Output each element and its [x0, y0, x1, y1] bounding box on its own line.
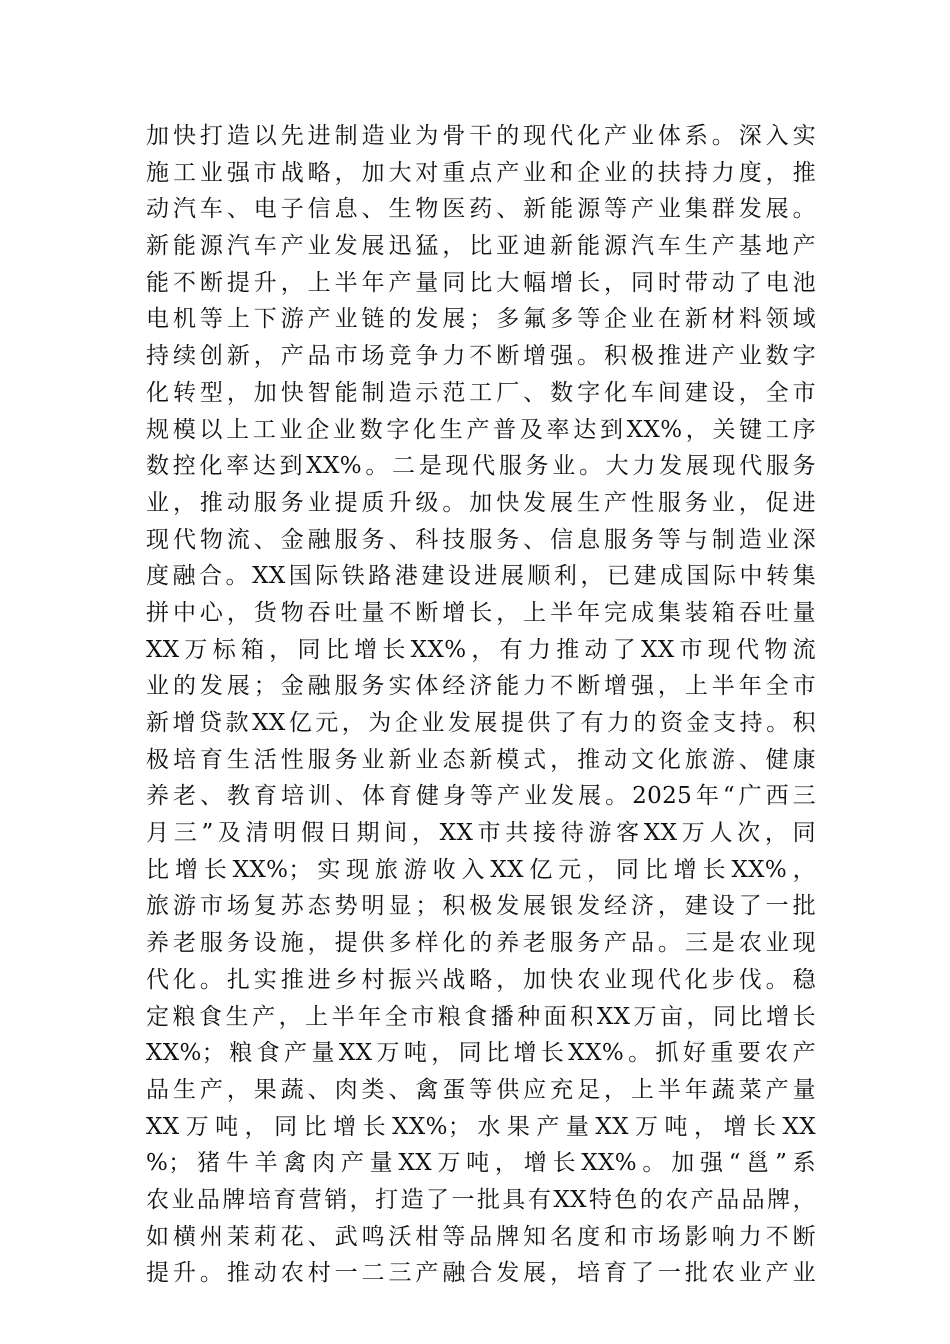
- text-line: 新能源汽车产业发展迅猛，比亚迪新能源汽车生产基地产: [146, 233, 816, 260]
- text-line: 农业品牌培育营销，打造了一批具有XX特色的农产品品牌，: [146, 1186, 816, 1213]
- text-line: %；猪牛羊禽肉产量XX万吨，增长XX%。加强“邕”系: [146, 1150, 816, 1177]
- text-line: 极培育生活性服务业新业态新模式，推动文化旅游、健康: [146, 746, 816, 773]
- text-line: 提升。推动农村一二三产融合发展，培育了一批农业产业: [146, 1260, 816, 1287]
- text-line: XX万吨，同比增长XX%；水果产量XX万吨，增长XX: [146, 1113, 816, 1140]
- text-line: 业的发展；金融服务实体经济能力不断增强，上半年全市: [146, 673, 816, 700]
- text-line: 加快打造以先进制造业为骨干的现代化产业体系。深入实: [146, 123, 816, 149]
- text-line: 养老、教育培训、体育健身等产业发展。2025年“广西三: [146, 783, 816, 810]
- text-line: 代化。扎实推进乡村振兴战略，加快农业现代化步伐。稳: [146, 966, 816, 993]
- text-line: 持续创新，产品市场竞争力不断增强。积极推进产业数字: [146, 343, 816, 370]
- text-line: XX%；粮食产量XX万吨，同比增长XX%。抓好重要农产: [146, 1040, 816, 1067]
- text-line: XX万标箱，同比增长XX%，有力推动了XX市现代物流: [146, 636, 816, 663]
- text-line: 定粮食生产，上半年全市粮食播种面积XX万亩，同比增长: [146, 1003, 816, 1030]
- text-line: 现代物流、金融服务、科技服务、信息服务等与制造业深: [146, 526, 816, 553]
- text-line: 动汽车、电子信息、生物医药、新能源等产业集群发展。: [146, 196, 816, 223]
- text-line: 新增贷款XX亿元，为企业发展提供了有力的资金支持。积: [146, 710, 816, 736]
- text-line: 数控化率达到XX%。二是现代服务业。大力发展现代服务: [146, 453, 816, 480]
- text-line: 拼中心，货物吞吐量不断增长，上半年完成集装箱吞吐量: [146, 599, 816, 626]
- text-line: 月三”及清明假日期间，XX市共接待游客XX万人次，同: [146, 820, 816, 847]
- text-line: 规模以上工业企业数字化生产普及率达到XX%，关键工序: [146, 416, 816, 443]
- text-line: 能不断提升，上半年产量同比大幅增长，同时带动了电池: [146, 269, 816, 296]
- text-line: 化转型，加快智能制造示范工厂、数字化车间建设，全市: [146, 379, 816, 406]
- text-line: 业，推动服务业提质升级。加快发展生产性服务业，促进: [146, 489, 816, 516]
- text-line: 比增长XX%；实现旅游收入XX亿元，同比增长XX%，: [146, 856, 816, 883]
- text-line: 品生产，果蔬、肉类、禽蛋等供应充足，上半年蔬菜产量: [146, 1076, 816, 1103]
- text-line: 施工业强市战略，加大对重点产业和企业的扶持力度，推: [146, 159, 816, 186]
- text-line: 旅游市场复苏态势明显；积极发展银发经济，建设了一批: [146, 893, 816, 920]
- text-line: 度融合。XX国际铁路港建设进展顺利，已建成国际中转集: [146, 563, 816, 590]
- text-line: 电机等上下游产业链的发展；多氟多等企业在新材料领域: [146, 306, 816, 333]
- text-line: 养老服务设施，提供多样化的养老服务产品。三是农业现: [146, 930, 816, 957]
- body-paragraph: [146, 118, 816, 1292]
- text-line: 如横州茉莉花、武鸣沃柑等品牌知名度和市场影响力不断: [146, 1223, 816, 1250]
